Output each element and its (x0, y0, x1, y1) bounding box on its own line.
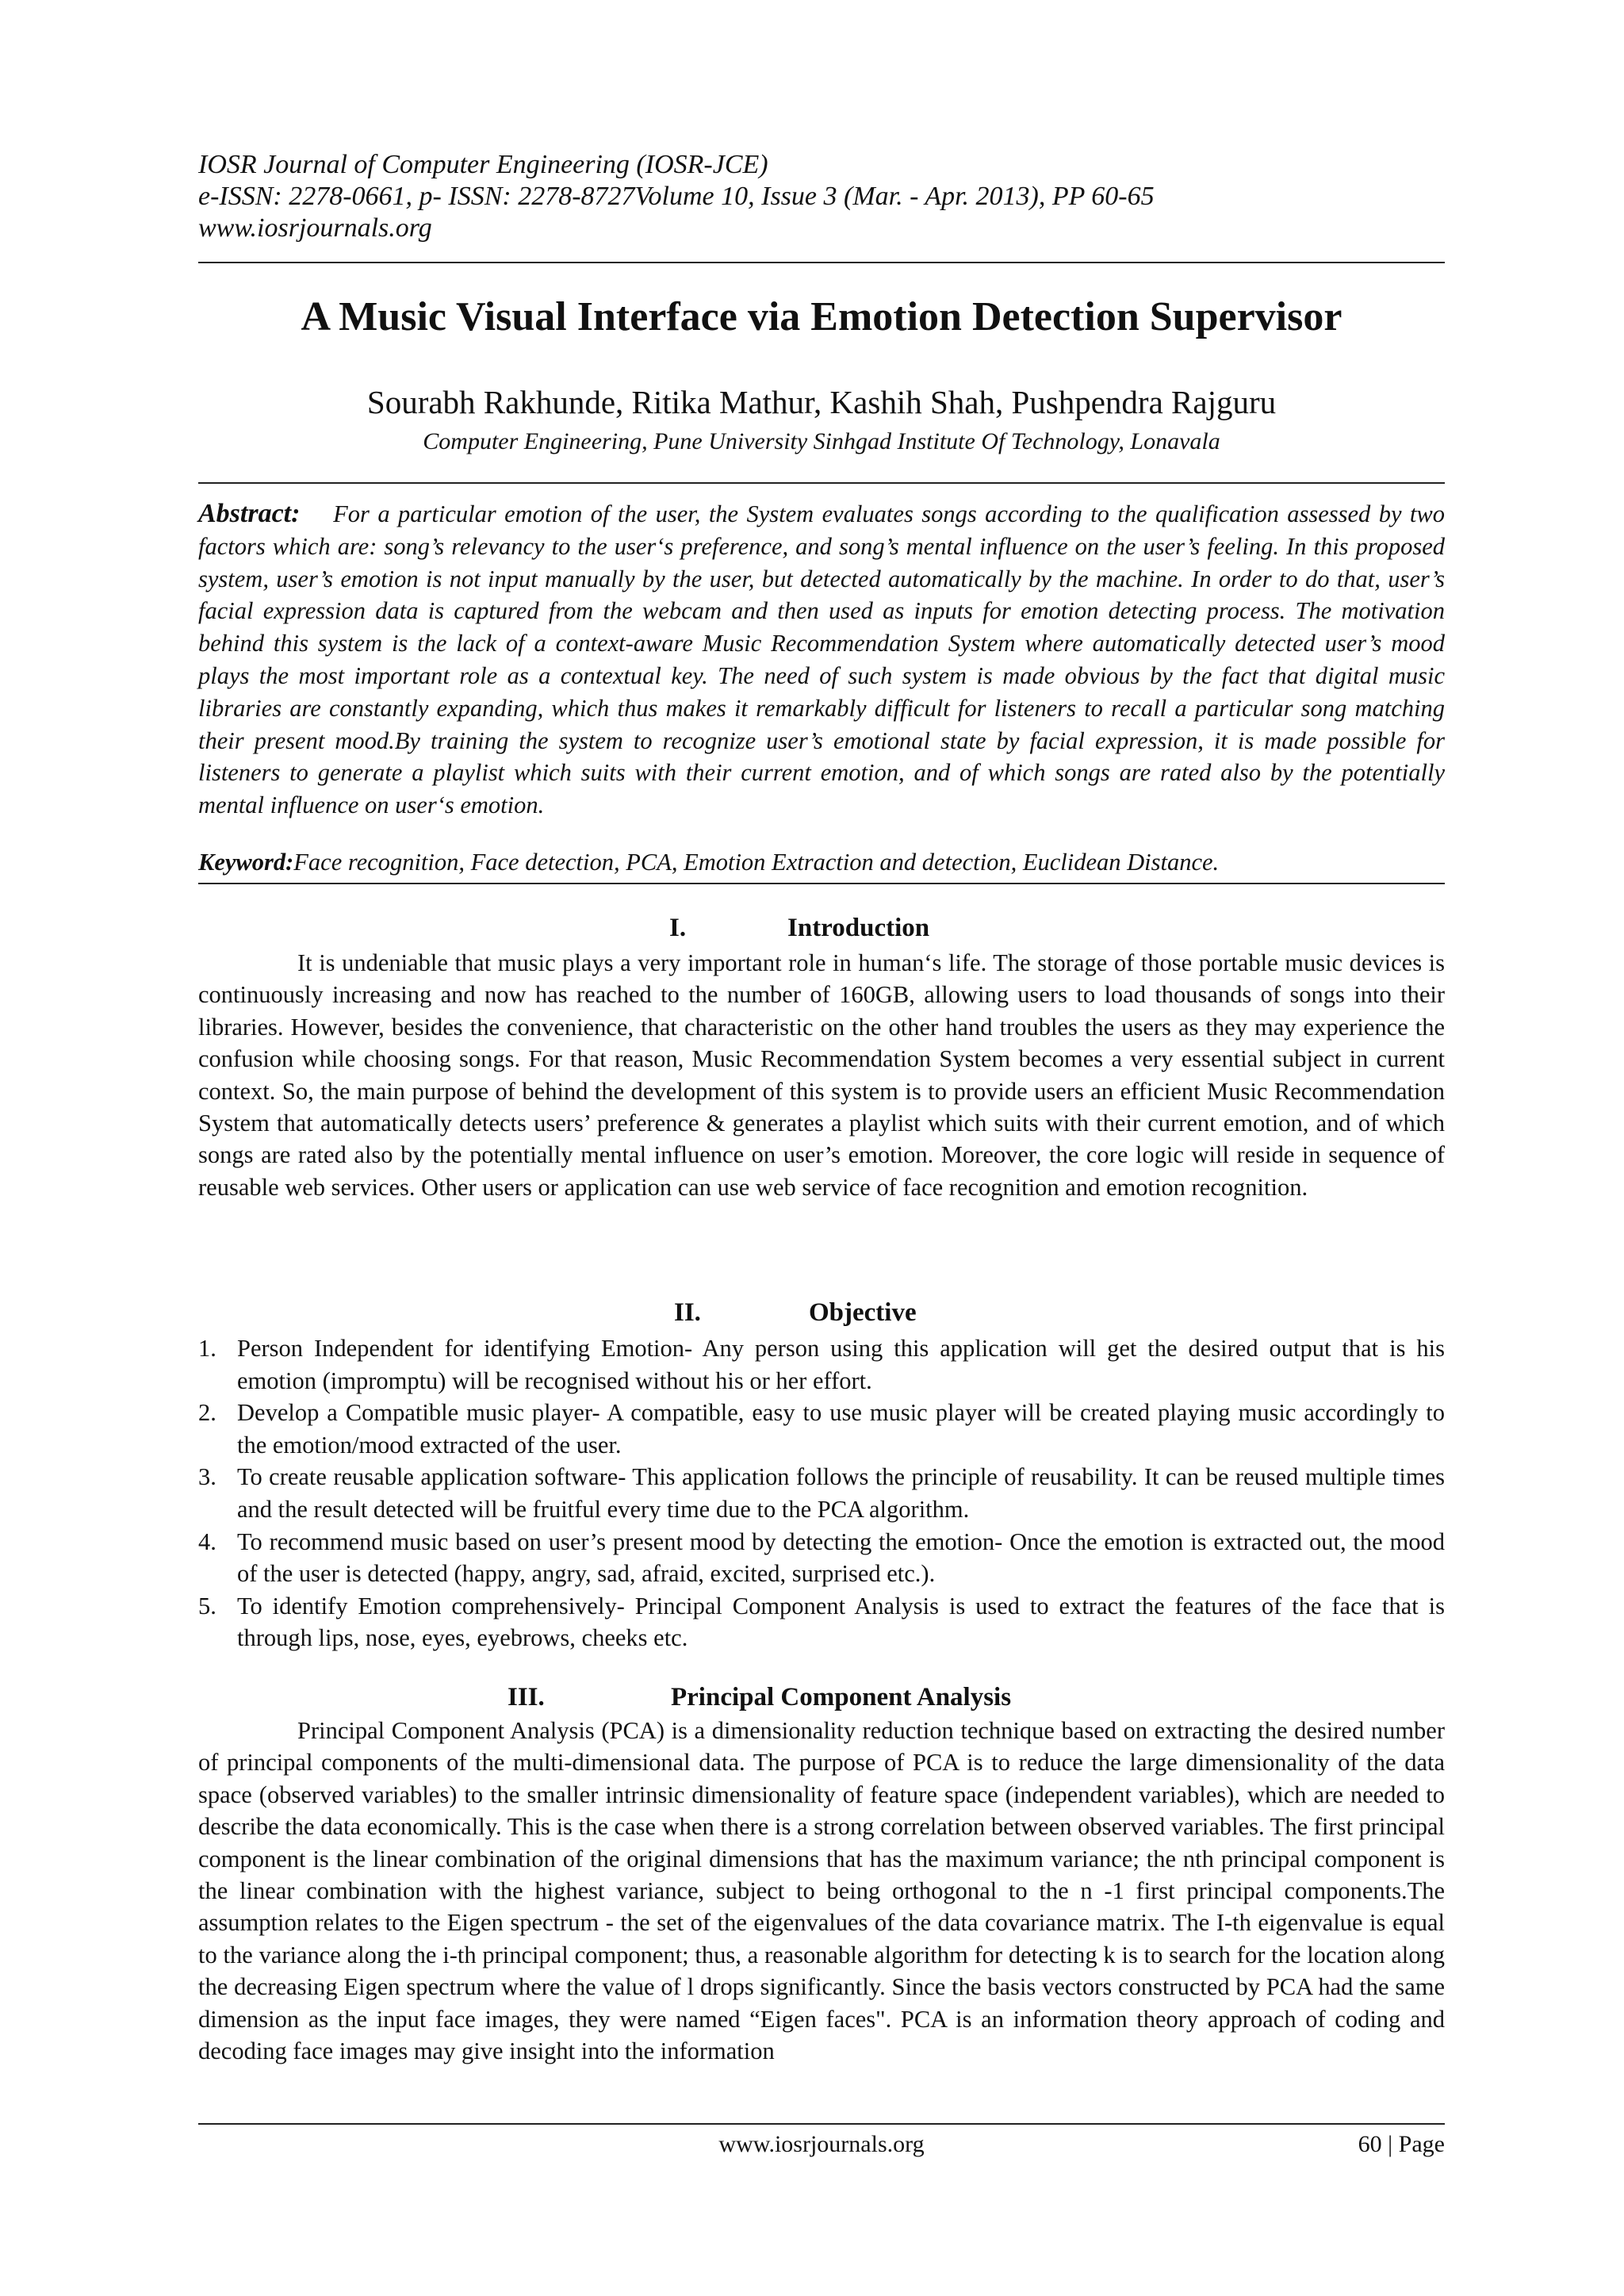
list-text: Person Independent for identifying Emotion- Any person using this application will get the desired output that is his emotion (impromptu) will be recognised without his or her effort. (237, 1335, 1445, 1394)
list-item (198, 1397, 1445, 1461)
abstract (198, 498, 1445, 822)
keyword-text: Face recognition, Face detection, PCA, Emotion Extraction and detection, Euclidean Distance. (293, 849, 1220, 876)
section-number: III. (508, 1683, 545, 1711)
footer-website: www.iosrjournals.org (718, 2131, 925, 2157)
paper-title: A Music Visual Interface via Emotion Detection Supervisor (301, 294, 1342, 339)
paper-authors: Sourabh Rakhunde, Ritika Mathur, Kashih Shah, Pushpendra Rajguru (366, 384, 1277, 420)
list-item (198, 1526, 1445, 1590)
keyword-label: Keyword: (198, 849, 294, 876)
section-heading-introduction (198, 912, 1445, 944)
section-heading-objective (198, 1297, 1445, 1328)
paper-affiliation: Computer Engineering, Pune University Sinhgad Institute Of Technology, Lonavala (423, 428, 1220, 454)
list-text: To identify Emotion comprehensively- Principal Component Analysis is used to extract the features of the face that is through lips, nose, eyes, eyebrows, cheeks etc. (237, 1592, 1445, 1652)
section-title: Introduction (787, 914, 930, 942)
list-item (198, 1461, 1445, 1525)
list-number: 5. (198, 1592, 216, 1619)
objective-list (198, 1332, 1445, 1654)
list-number: 2. (198, 1399, 216, 1427)
abstract-top-divider (198, 482, 1445, 484)
journal-name: IOSR Journal of Computer Engineering (IOSR-JCE) (198, 150, 768, 179)
pca-text: Principal Component Analysis (PCA) is a dimensionality reduction technique based on extracting the desired number of principal components of the multi-dimensional data. The purpose of PCA is to reduce the large dimensionality of the data space (observed variables) to the smaller intrinsic dimensionality of feature space (independent variables), which are needed to describe the data economically. This is the case when there is a strong correlation between observed variables. The first principal component is the linear combination of the original dimensions that has the maximum variance; the nth principal component is the linear combination with the highest variance, subject to being orthogonal to the n -1 first principal components.The assumption relates to the Eigen spectrum - the set of the eigenvalues of the data covariance matrix. The I-th eigenvalue is equal to the variance along the i-th principal component; thus, a reasonable algorithm for detecting k is to search for the location along the decreasing Eigen spectrum where the value of l drops significantly. Since the basis vectors constructed by PCA had the same dimension as the input face images, they were named “Eigen faces". PCA is an information theory approach of coding and decoding face images may give insight into the information (198, 1717, 1445, 2065)
issn-line: e-ISSN: 2278-0661, p- ISSN: 2278-8727Volume 10, Issue 3 (Mar. - Apr. 2013), PP 60-65 (198, 182, 1155, 211)
section-number: II. (674, 1298, 701, 1327)
abstract-bottom-divider (198, 883, 1445, 884)
list-item (198, 1590, 1445, 1654)
list-text: Develop a Compatible music player- A compatible, easy to use music player will be created playing music accordingly to the emotion/mood extracted of the user. (237, 1399, 1445, 1458)
section-heading-pca (198, 1681, 1445, 1713)
list-number: 3. (198, 1463, 216, 1491)
keywords (198, 846, 1445, 878)
header-divider (198, 262, 1445, 263)
footer-divider (198, 2123, 1445, 2125)
list-text: To create reusable application software- This application follows the principle of reusability. It can be reused multiple times and the result detected will be fruitful every time due to the PCA algorithm. (237, 1463, 1445, 1523)
abstract-text: For a particular emotion of the user, the System evaluates songs according to the qualification assessed by two factors which are: song’s relevancy to the user‘s preference, and song’s mental influence on the user’s feeling. In this proposed system, user’s emotion is not input manually by the user, but detected automatically by the machine. In order to do that, user’s facial expression data is captured from the webcam and then used as inputs for emotion detecting process. The motivation behind this system is the lack of a context-aware Music Recommendation System where automatically detected user’s mood plays the most important role as a contextual key. The need of such system is made obvious by the fact that digital music libraries are constantly expanding, which thus makes it remarkably difficult for listeners to recall a particular song matching their present mood.By training the system to recognize user’s emotional state by facial expression, it is made possible for listeners to generate a playlist which suits with their current emotion, and of which songs are rated also by the potentially mental influence on user‘s emotion. (198, 500, 1445, 819)
list-text: To recommend music based on user’s present mood by detecting the emotion- Once the emotion is extracted out, the mood of the user is detected (happy, angry, sad, afraid, excited, surprised etc.). (237, 1527, 1445, 1588)
introduction-text: It is undeniable that music plays a very important role in human‘s life. The storage of those portable music devices is continuously increasing and now has reached to the number of 160GB, allowing users to load thousands of songs into their libraries. However, besides the convenience, that characteristic on the other hand troubles the users as they may experience the confusion while choosing songs. For that reason, Music Recommendation System becomes a very essential subject in current context. So, the main purpose of behind the development of this system is to provide users an efficient Music Recommendation System that automatically detects users’ preference & generates a playlist which suits with their current emotion, and of which songs are rated also by the potentially mental influence on user’s emotion. Moreover, the core logic will reside in sequence of reusable web services. Other users or application can use web service of face recognition and emotion recognition. (198, 949, 1445, 1201)
journal-header (198, 149, 1445, 244)
list-number: 4. (198, 1527, 216, 1555)
section-title: Objective (809, 1298, 917, 1327)
page-number: 60 | Page (1358, 2131, 1445, 2157)
list-item (198, 1332, 1445, 1397)
list-number: 1. (198, 1335, 216, 1362)
pca-paragraph (198, 1715, 1445, 2067)
abstract-label: Abstract: (198, 499, 301, 528)
journal-website: www.iosrjournals.org (198, 213, 432, 243)
section-title: Principal Component Analysis (671, 1683, 1012, 1711)
section-number: I. (669, 914, 687, 942)
introduction-paragraph (198, 947, 1445, 1203)
